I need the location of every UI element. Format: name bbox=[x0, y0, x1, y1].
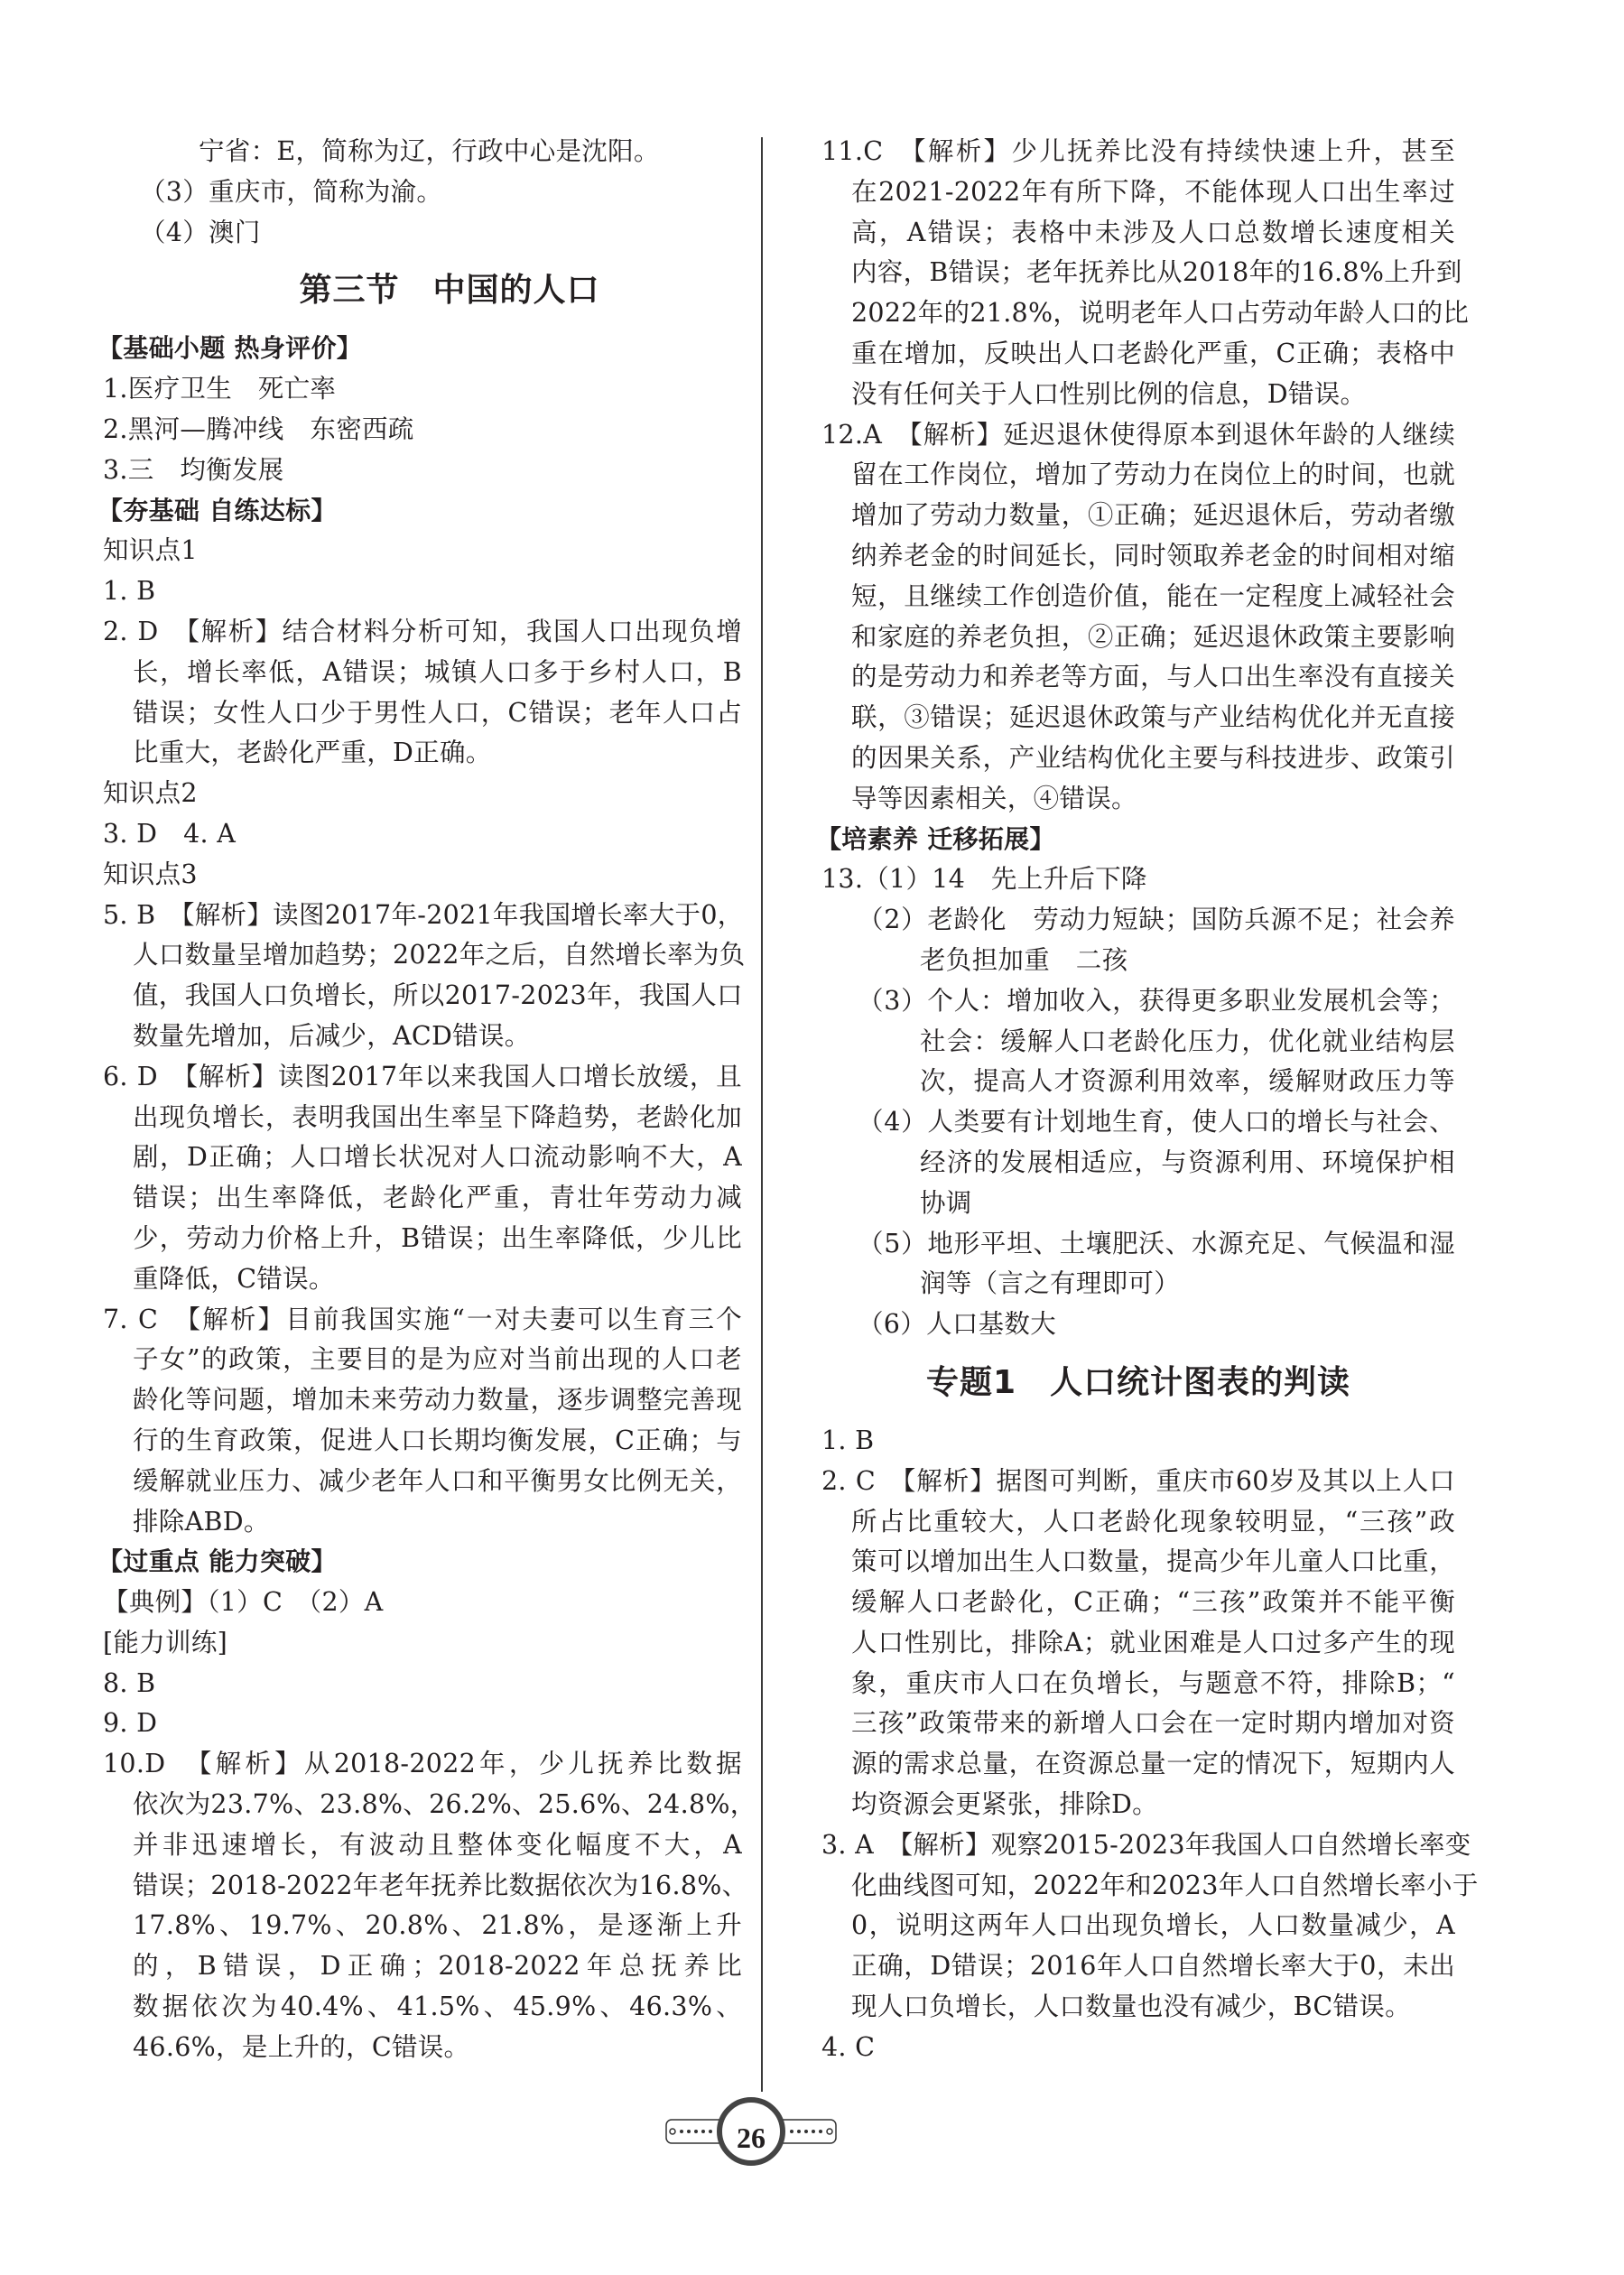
text-line: 3.三 均衡发展 bbox=[103, 454, 284, 485]
text-line: 龄化等问题，增加未来劳动力数量，逐步调整完善现 bbox=[133, 1385, 742, 1416]
text-line: 13.（1）14 先上升后下降 bbox=[821, 864, 1147, 895]
text-line: 缓解就业压力、减少老年人口和平衡男女比例无关， bbox=[133, 1465, 742, 1496]
right-column bbox=[816, 132, 1479, 2068]
text-line: 1. B bbox=[821, 1425, 875, 1455]
text-line: 留在工作岗位，增加了劳动力在岗位上的时间，也就 bbox=[851, 460, 1455, 490]
column-divider bbox=[761, 137, 763, 2092]
text-line: 知识点2 bbox=[103, 778, 198, 809]
text-line: 剧，D正确；人口增长状况对人口流动影响不大，A bbox=[133, 1142, 742, 1173]
text-line: 数量先增加，后减少，ACD错误。 bbox=[133, 1020, 531, 1051]
text-line: 错误；出生率降低，老龄化严重，青壮年劳动力减 bbox=[133, 1183, 742, 1213]
page-number: 26 bbox=[737, 2122, 766, 2154]
text-line: 2.黑河—腾冲线 东密西疏 bbox=[103, 413, 414, 444]
text-line: 纳养老金的时间延长，同时领取养老金的时间相对缩 bbox=[851, 540, 1455, 571]
text-line: 少，劳动力价格上升，B错误；出生率降低，少儿比 bbox=[133, 1222, 742, 1253]
text-line: 0，说明这两年人口出现负增长，人口数量减少，A bbox=[851, 1910, 1455, 1941]
text-line: 所占比重较大，人口老龄化现象较明显，“三孩”政 bbox=[851, 1506, 1455, 1537]
text-line: 17.8%、19.7%、20.8%、21.8%，是逐渐上升 bbox=[133, 1910, 742, 1941]
text-line: 在2021-2022年有所下降，不能体现人口出生率过 bbox=[851, 176, 1455, 207]
text-line: 均资源会更紧张，排除D。 bbox=[851, 1789, 1158, 1820]
text-line: （5）地形平坦、土壤肥沃、水源充足、气候温和湿 bbox=[858, 1228, 1455, 1258]
text-line: 1.医疗卫生 死亡率 bbox=[103, 374, 337, 404]
text-line: 策可以增加出生人口数量，提高少年儿童人口比重， bbox=[851, 1546, 1455, 1577]
text-line: 4. C bbox=[821, 2031, 876, 2062]
text-line: 源的需求总量，在资源总量一定的情况下，短期内人 bbox=[851, 1749, 1455, 1779]
text-line: 现人口负增长，人口数量也没有减少，BC错误。 bbox=[851, 1992, 1411, 2022]
text-line: 经济的发展相适应，与资源利用、环境保护相 bbox=[920, 1147, 1455, 1177]
text-line: 9. D bbox=[103, 1708, 158, 1739]
text-line: 化曲线图可知，2022年和2023年人口自然增长率小于 bbox=[851, 1870, 1479, 1900]
text-line: 高，A错误；表格中未涉及人口总数增长速度相关 bbox=[851, 217, 1455, 247]
text-line: （6）人口基数大 bbox=[858, 1309, 1057, 1340]
left-intro-lines bbox=[103, 132, 742, 253]
text-line: 依次为23.7%、23.8%、26.2%、25.6%、24.8%， bbox=[133, 1789, 756, 1820]
text-line: 7. C 【解析】目前我国实施“一对夫妻可以生育三个 bbox=[103, 1304, 742, 1334]
text-line: 3. A 【解析】观察2015-2023年我国人口自然增长率变 bbox=[821, 1829, 1471, 1860]
text-line: 协调 bbox=[920, 1187, 972, 1218]
text-line: 子女”的政策，主要目的是为应对当前出现的人口老 bbox=[133, 1344, 742, 1375]
text-line: 知识点3 bbox=[103, 859, 198, 889]
text-line: 重在增加，反映出人口老龄化严重，C正确；表格中 bbox=[851, 338, 1455, 368]
text-line: 5. B 【解析】读图2017年-2021年我国增长率大于0， bbox=[103, 899, 744, 930]
section-header: 【基础小题 热身评价】 bbox=[97, 333, 363, 364]
text-line: 数据依次为40.4%、41.5%、45.9%、46.3%、 bbox=[133, 1992, 742, 2022]
text-line: 的因果关系，产业结构优化主要与科技进步、政策引 bbox=[851, 742, 1455, 773]
text-line: （3）重庆市，简称为渝。 bbox=[140, 176, 443, 207]
text-line: （3）个人：增加收入，获得更多职业发展机会等； bbox=[858, 985, 1455, 1016]
text-line: 的是劳动力和养老等方面，与人口出生率没有直接关 bbox=[851, 662, 1455, 692]
section-header: 【夯基础 自练达标】 bbox=[97, 495, 337, 525]
text-line: 12.A 【解析】延迟退休使得原本到退休年龄的人继续 bbox=[821, 419, 1455, 450]
text-line: 增加了劳动力数量，①正确；延迟退休后，劳动者缴 bbox=[851, 500, 1455, 531]
text-line: 人口性别比，排除A；就业困难是人口过多产生的现 bbox=[851, 1627, 1455, 1658]
text-line: 重降低，C错误。 bbox=[133, 1263, 335, 1294]
text-line: 宁省：E，简称为辽，行政中心是沈阳。 bbox=[199, 136, 660, 166]
section-header: 【培素养 迁移拓展】 bbox=[816, 823, 1055, 854]
text-line: （2）老龄化 劳动力短缺；国防兵源不足；社会养 bbox=[858, 905, 1455, 935]
text-line: 象，重庆市人口在负增长，与题意不符，排除B；“ bbox=[851, 1667, 1455, 1698]
text-line: 2. D 【解析】结合材料分析可知，我国人口出现负增 bbox=[103, 616, 742, 646]
text-line: 三孩”政策带来的新增人口会在一定时期内增加对资 bbox=[851, 1708, 1455, 1739]
left-answer-lines bbox=[97, 329, 756, 2067]
text-line: 长，增长率低，A错误；城镇人口多于乡村人口，B bbox=[133, 656, 742, 687]
topic-answer-lines bbox=[821, 1421, 1479, 2068]
text-line: 46.6%，是上升的，C错误。 bbox=[133, 2031, 470, 2062]
text-line: 正确，D错误；2016年人口自然增长率大于0，未出 bbox=[851, 1951, 1455, 1982]
topic-title: 专题1 人口统计图表的判读 bbox=[925, 1363, 1351, 1401]
text-line: （4）人类要有计划地生育，使人口的增长与社会、 bbox=[858, 1107, 1455, 1138]
text-line: 值，我国人口负增长，所以2017-2023年，我国人口 bbox=[133, 980, 743, 1011]
text-line: 老负担加重 二孩 bbox=[920, 944, 1128, 975]
text-line: 2. C 【解析】据图可判断，重庆市60岁及其以上人口 bbox=[821, 1465, 1455, 1496]
section-title: 第三节 中国的人口 bbox=[299, 272, 600, 310]
text-line: 8. B bbox=[103, 1667, 156, 1698]
text-line: 3. D 4. A bbox=[103, 818, 237, 849]
text-line: 没有任何关于人口性别比例的信息，D错误。 bbox=[851, 378, 1367, 409]
text-line: 并非迅速增长，有波动且整体变化幅度不大，A bbox=[133, 1829, 742, 1860]
text-line: 1. B bbox=[103, 576, 156, 607]
text-line: 知识点1 bbox=[103, 535, 198, 566]
text-line: 2022年的21.8%，说明老年人口占劳动年龄人口的比 bbox=[851, 298, 1470, 329]
section-header: 【过重点 能力突破】 bbox=[97, 1546, 337, 1577]
text-line: 出现负增长，表明我国出生率呈下降趋势，老龄化加 bbox=[133, 1101, 742, 1132]
text-line: 次，提高人才资源利用效率，缓解财政压力等 bbox=[920, 1066, 1455, 1097]
text-line: 错误；2018-2022年老年抚养比数据依次为16.8%、 bbox=[133, 1870, 748, 1900]
text-line: 人口数量呈增加趋势；2022年之后，自然增长率为负 bbox=[133, 940, 746, 970]
left-column bbox=[97, 132, 756, 2068]
text-line: 6. D 【解析】读图2017年以来我国人口增长放缓，且 bbox=[103, 1061, 742, 1091]
text-line: 内容，B错误；老年抚养比从2018年的16.8%上升到 bbox=[851, 257, 1462, 288]
text-line: 缓解人口老龄化，C正确；“三孩”政策并不能平衡 bbox=[851, 1587, 1455, 1618]
text-line: 社会：缓解人口老龄化压力，优化就业结构层 bbox=[920, 1026, 1455, 1056]
text-line: 短，且继续工作创造价值，能在一定程度上减轻社会 bbox=[851, 580, 1455, 611]
text-line: 行的生育政策，促进人口长期均衡发展，C正确；与 bbox=[133, 1425, 742, 1455]
text-line: 联，③错误；延迟退休政策与产业结构优化并无直接 bbox=[851, 702, 1455, 733]
text-line: 10.D 【解析】从2018-2022年，少儿抚养比数据 bbox=[103, 1749, 742, 1779]
text-line: 导等因素相关，④错误。 bbox=[851, 783, 1137, 813]
text-line: 的，B错误，D正确；2018-2022年总抚养比 bbox=[133, 1951, 742, 1982]
text-line: 润等（言之有理即可） bbox=[920, 1268, 1181, 1299]
text-line: 比重大，老龄化严重，D正确。 bbox=[133, 738, 492, 768]
text-line: [能力训练] bbox=[103, 1627, 228, 1658]
text-line: 11.C 【解析】少儿抚养比没有持续快速上升，甚至 bbox=[821, 136, 1455, 166]
text-line: 【典例】（1）C （2）A bbox=[103, 1587, 384, 1618]
page-footer bbox=[664, 2093, 844, 2183]
text-line: （4）澳门 bbox=[140, 217, 261, 247]
right-answer-lines bbox=[816, 132, 1470, 1345]
text-line: 错误；女性人口少于男性人口，C错误；老年人口占 bbox=[133, 697, 742, 728]
text-line: 排除ABD。 bbox=[133, 1506, 270, 1537]
text-line: 和家庭的养老负担，②正确；延迟退休政策主要影响 bbox=[851, 621, 1455, 652]
